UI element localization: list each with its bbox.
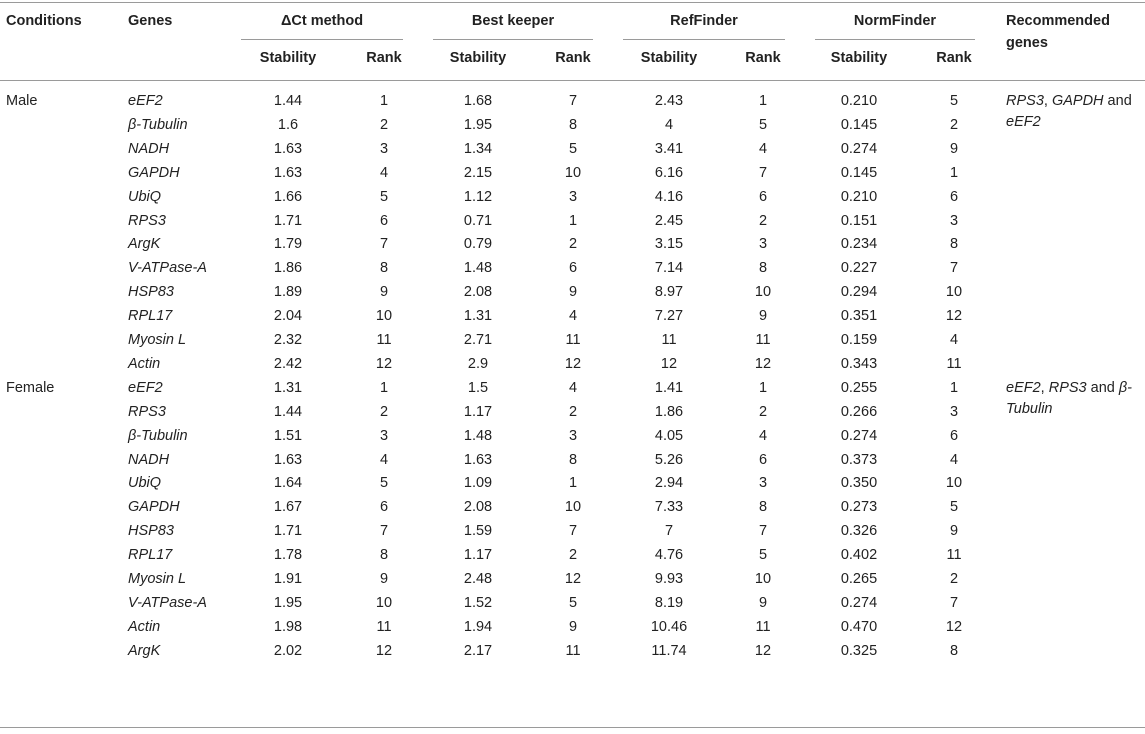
rank-value: 7: [379, 523, 389, 540]
header-group-2: RefFinder: [670, 13, 738, 29]
rank-value: 5: [758, 547, 768, 564]
stability-value: 1.89: [273, 284, 303, 301]
rank-value: 12: [754, 642, 772, 659]
rank-value: 9: [379, 284, 389, 301]
stability-value: 4.76: [654, 547, 684, 564]
recommended-separator: ,: [1040, 379, 1049, 396]
rank-value: 3: [568, 188, 578, 205]
stability-value: 1.67: [273, 499, 303, 516]
stability-value: 0.79: [463, 236, 493, 253]
header-group-rule-3: [815, 39, 975, 40]
rank-value: 12: [375, 642, 393, 659]
stability-value: 1.68: [463, 93, 493, 109]
rank-value: 11: [755, 332, 771, 348]
stability-value: 11.74: [651, 642, 687, 659]
rank-value: 2: [758, 403, 768, 420]
stability-value: 1.63: [273, 164, 303, 181]
gene-name: Actin: [128, 618, 161, 635]
rank-value: 12: [564, 571, 582, 587]
rank-value: 2: [379, 403, 389, 420]
rank-value: 4: [568, 308, 578, 325]
rank-value: 6: [758, 451, 768, 468]
gene-name: ArgK: [128, 236, 161, 253]
stability-value: 0.273: [840, 499, 878, 516]
recommended-gene-name: GAPDH: [1051, 93, 1104, 109]
rank-value: 1: [379, 379, 389, 396]
rank-value: 6: [949, 427, 959, 444]
stability-value: 1.71: [273, 212, 303, 229]
rank-value: 6: [758, 188, 768, 205]
gene-name: Actin: [128, 355, 161, 372]
rank-value: 9: [949, 523, 959, 540]
stability-value: 2.32: [273, 332, 303, 348]
stability-value: 2.71: [463, 332, 493, 348]
stability-value: 1.34: [463, 140, 493, 157]
rank-value: 3: [568, 427, 578, 444]
header-conditions: Conditions: [6, 13, 82, 29]
stability-value: 1.44: [273, 403, 303, 420]
rank-value: 3: [758, 475, 768, 492]
stability-value: 1.86: [654, 403, 684, 420]
rank-value: 12: [945, 308, 963, 325]
rank-value: 3: [758, 236, 768, 253]
stability-value: 2.48: [463, 571, 493, 587]
stability-value: 4.05: [654, 427, 684, 444]
header-recommended-1: Recommended: [1006, 13, 1110, 29]
recommended-separator: and: [1103, 93, 1132, 109]
rank-value: 9: [949, 140, 959, 157]
rank-value: 1: [949, 379, 959, 396]
rank-value: 11: [376, 332, 392, 348]
recommended-genes: [1006, 91, 1141, 133]
stability-value: 0.151: [840, 212, 878, 229]
stability-value: 0.159: [840, 332, 878, 348]
stability-value: 0.266: [840, 403, 878, 420]
stability-value: 8.97: [654, 284, 684, 301]
gene-name: β-Tubulin: [128, 427, 188, 444]
stability-value: 0.255: [840, 379, 878, 396]
rank-value: 1: [758, 93, 768, 109]
stability-value: 0.274: [840, 594, 878, 611]
stability-value: 0.227: [840, 260, 878, 277]
header-bottom-rule: [0, 80, 1145, 81]
stability-value: 2.9: [467, 355, 489, 372]
rank-value: 7: [568, 93, 578, 109]
stability-value: 0.294: [840, 284, 878, 301]
rank-value: 2: [949, 571, 959, 587]
rank-value: 4: [379, 451, 389, 468]
rank-value: 5: [568, 140, 578, 157]
rank-value: 1: [758, 379, 768, 396]
stability-value: 5.26: [654, 451, 684, 468]
recommended-gene-name: eEF2: [1006, 379, 1041, 396]
stability-value: 4.16: [654, 188, 684, 205]
rank-value: 5: [758, 116, 768, 133]
rank-value: 11: [946, 355, 962, 372]
recommended-gene-name: eEF2: [1006, 114, 1041, 130]
rank-value: 3: [949, 212, 959, 229]
header-rank-2: Rank: [745, 50, 781, 66]
recommended-genes: [1006, 378, 1141, 420]
stability-value: 2.08: [463, 499, 493, 516]
stability-value: 1.63: [273, 451, 303, 468]
rank-value: 2: [568, 403, 578, 420]
stability-value: 1.17: [463, 547, 493, 564]
rank-value: 7: [568, 523, 578, 540]
rank-value: 9: [758, 308, 768, 325]
stability-value: 11: [661, 332, 677, 348]
header-rank-1: Rank: [555, 50, 591, 66]
gene-name: UbiQ: [128, 188, 162, 205]
gene-name: RPL17: [128, 308, 173, 325]
rank-value: 9: [758, 594, 768, 611]
recommended-separator: and: [1086, 379, 1119, 396]
rank-value: 2: [379, 116, 389, 133]
stability-value: 0.325: [840, 642, 878, 659]
stability-value: 1.17: [463, 403, 493, 420]
rank-value: 10: [564, 499, 582, 516]
gene-name: UbiQ: [128, 475, 162, 492]
stability-value: 7.33: [654, 499, 684, 516]
stability-value: 1.41: [654, 379, 684, 396]
gene-name: RPS3: [128, 403, 166, 420]
rank-value: 4: [949, 332, 959, 348]
gene-name: ArgK: [128, 642, 161, 659]
stability-value: 0.145: [840, 116, 878, 133]
rank-value: 8: [949, 642, 959, 659]
gene-name: NADH: [128, 140, 170, 157]
stability-value: 1.94: [463, 618, 493, 635]
rank-value: 6: [949, 188, 959, 205]
stability-value: 0.343: [840, 355, 878, 372]
rank-value: 10: [375, 594, 393, 611]
rank-value: 6: [568, 260, 578, 277]
stability-value: 2.15: [463, 164, 493, 181]
stability-value: 0.351: [840, 308, 878, 325]
rank-value: 10: [564, 164, 582, 181]
rank-value: 4: [949, 451, 959, 468]
gene-name: HSP83: [128, 284, 174, 301]
rank-value: 5: [379, 475, 389, 492]
rank-value: 1: [379, 93, 389, 109]
stability-value: 0.274: [840, 427, 878, 444]
rank-value: 12: [375, 355, 393, 372]
header-genes: Genes: [128, 13, 173, 29]
rank-value: 6: [379, 212, 389, 229]
header-stability-0: Stability: [259, 50, 317, 66]
rank-value: 7: [758, 164, 768, 181]
gene-name: β-Tubulin: [128, 116, 188, 133]
recommended-separator: ,: [1043, 93, 1052, 109]
rank-value: 4: [758, 427, 768, 444]
stability-value: 1.78: [273, 547, 303, 564]
stability-value: 2.45: [654, 212, 684, 229]
stability-value: 1.91: [273, 571, 303, 587]
stability-value: 3.15: [654, 236, 684, 253]
rank-value: 5: [949, 93, 959, 109]
stability-value: 0.402: [840, 547, 878, 564]
header-group-rule-2: [623, 39, 785, 40]
stability-value: 1.48: [463, 427, 493, 444]
recommended-gene-name: RPS3: [1006, 93, 1044, 109]
stability-value: 1.44: [273, 93, 303, 109]
stability-value: 0.350: [840, 475, 878, 492]
rank-value: 4: [758, 140, 768, 157]
rank-value: 2: [758, 212, 768, 229]
stability-value: 0.265: [840, 571, 878, 587]
rank-value: 5: [949, 499, 959, 516]
table-bottom-rule: [0, 727, 1145, 728]
gene-name: V-ATPase-A: [128, 260, 207, 277]
gene-name: RPS3: [128, 212, 166, 229]
rank-value: 8: [949, 236, 959, 253]
stability-value: 1.59: [463, 523, 493, 540]
condition-label: Female: [6, 379, 55, 396]
header-group-rule-0: [241, 39, 403, 40]
stability-value: 1.86: [273, 260, 303, 277]
rank-value: 11: [565, 332, 581, 348]
stability-value: 10.46: [650, 618, 688, 635]
rank-value: 9: [568, 284, 578, 301]
rank-value: 12: [754, 355, 772, 372]
stability-value: 6.16: [654, 164, 684, 181]
rank-value: 12: [945, 618, 963, 635]
gene-name: GAPDH: [128, 499, 180, 516]
rank-value: 8: [758, 499, 768, 516]
stability-value: 1.95: [273, 594, 303, 611]
table-top-rule: [0, 2, 1145, 3]
recommended-gene-name: β-Tubulin: [1006, 379, 1132, 417]
stability-value: 0.470: [840, 618, 878, 635]
stability-value: 4: [664, 116, 674, 133]
stability-value: 0.210: [840, 188, 878, 205]
rank-value: 2: [568, 236, 578, 253]
rank-value: 3: [379, 427, 389, 444]
gene-name: HSP83: [128, 523, 174, 540]
stability-value: 8.19: [654, 594, 684, 611]
rank-value: 8: [379, 260, 389, 277]
rank-value: 3: [379, 140, 389, 157]
header-recommended-2: genes: [1006, 35, 1048, 51]
gene-name: eEF2: [128, 379, 163, 396]
rank-value: 8: [758, 260, 768, 277]
gene-name: GAPDH: [128, 164, 180, 181]
rank-value: 2: [949, 116, 959, 133]
rank-value: 2: [568, 547, 578, 564]
header-stability-2: Stability: [640, 50, 698, 66]
gene-name: Myosin L: [128, 332, 187, 348]
gene-name: Myosin L: [128, 571, 187, 587]
stability-value: 1.51: [273, 427, 303, 444]
header-rank-0: Rank: [366, 50, 402, 66]
stability-value: 2.42: [273, 355, 303, 372]
rank-value: 1: [949, 164, 959, 181]
rank-value: 5: [568, 594, 578, 611]
stability-value: 7: [664, 523, 674, 540]
header-group-rule-1: [433, 39, 593, 40]
header-rank-3: Rank: [936, 50, 972, 66]
rank-value: 7: [379, 236, 389, 253]
stability-value: 0.210: [840, 93, 878, 109]
rank-value: 8: [568, 116, 578, 133]
gene-name: NADH: [128, 451, 170, 468]
rank-value: 9: [379, 571, 389, 587]
stability-value: 1.31: [273, 379, 303, 396]
stability-value: 1.12: [463, 188, 493, 205]
rank-value: 5: [379, 188, 389, 205]
rank-value: 11: [376, 618, 392, 635]
stability-value: 1.5: [467, 379, 489, 396]
stability-value: 2.43: [654, 93, 684, 109]
stability-value: 1.09: [463, 475, 493, 492]
rank-value: 11: [755, 618, 771, 635]
rank-value: 12: [564, 355, 582, 372]
stability-value: 1.98: [273, 618, 303, 635]
stability-value: 0.274: [840, 140, 878, 157]
rank-value: 8: [379, 547, 389, 564]
rank-value: 3: [949, 403, 959, 420]
stability-value: 1.79: [273, 236, 303, 253]
stability-value: 2.02: [273, 642, 303, 659]
stability-value: 7.14: [654, 260, 684, 277]
rank-value: 9: [568, 618, 578, 635]
gene-name: RPL17: [128, 547, 173, 564]
header-group-3: NormFinder: [853, 13, 937, 29]
stability-value: 1.31: [463, 308, 493, 325]
stability-value: 1.63: [463, 451, 493, 468]
stability-value: 1.6: [277, 116, 299, 133]
rank-value: 11: [946, 547, 962, 564]
stability-value: 1.64: [273, 475, 303, 492]
stability-value: 2.17: [463, 642, 493, 659]
stability-value: 1.52: [463, 594, 493, 611]
rank-value: 11: [565, 642, 581, 659]
stability-value: 2.04: [273, 308, 303, 325]
rank-value: 4: [568, 379, 578, 396]
header-stability-3: Stability: [830, 50, 888, 66]
stability-value: 1.63: [273, 140, 303, 157]
rank-value: 7: [949, 594, 959, 611]
header-stability-1: Stability: [449, 50, 507, 66]
rank-value: 6: [379, 499, 389, 516]
rank-value: 7: [758, 523, 768, 540]
stability-value: 0.234: [840, 236, 878, 253]
stability-value: 1.95: [463, 116, 493, 133]
header-group-0: ΔCt method: [280, 13, 364, 29]
stability-value: 0.145: [840, 164, 878, 181]
gene-name: eEF2: [128, 93, 163, 109]
stability-value: 9.93: [654, 571, 684, 587]
stability-value: 7.27: [654, 308, 684, 325]
stability-value: 1.66: [273, 188, 303, 205]
stability-value: 3.41: [654, 140, 684, 157]
stability-value: 0.326: [840, 523, 878, 540]
rank-value: 1: [568, 212, 578, 229]
recommended-gene-name: RPS3: [1048, 379, 1087, 396]
stability-value: 0.373: [840, 451, 878, 468]
gene-name: V-ATPase-A: [128, 594, 207, 611]
rank-value: 1: [568, 475, 578, 492]
stability-value: 2.94: [654, 475, 684, 492]
rank-value: 10: [945, 475, 963, 492]
header-group-1: Best keeper: [471, 13, 555, 29]
rank-value: 4: [379, 164, 389, 181]
rank-value: 10: [375, 308, 393, 325]
rank-value: 10: [754, 571, 772, 587]
rank-value: 7: [949, 260, 959, 277]
condition-label: Male: [6, 93, 38, 109]
stability-value: 1.71: [273, 523, 303, 540]
rank-value: 10: [754, 284, 772, 301]
rank-value: 10: [945, 284, 963, 301]
stability-value: 2.08: [463, 284, 493, 301]
stability-value: 1.48: [463, 260, 493, 277]
stability-value: 0.71: [463, 212, 493, 229]
rank-value: 8: [568, 451, 578, 468]
stability-value: 12: [660, 355, 678, 372]
